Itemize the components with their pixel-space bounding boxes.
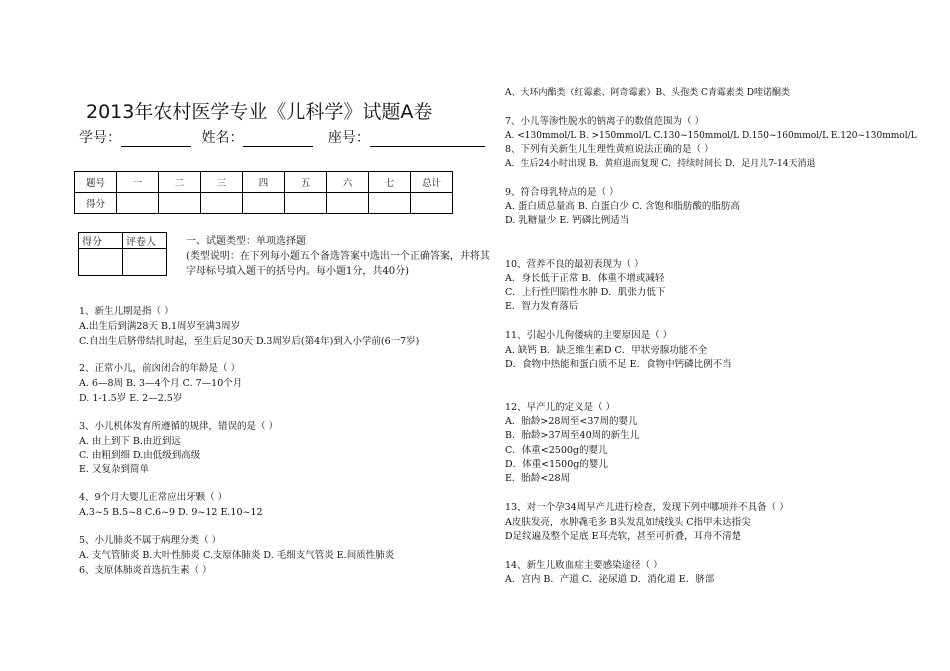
option-line: E．智力发育落后 bbox=[505, 301, 579, 312]
option-line: A. 由上到下 B.由近到远 bbox=[79, 436, 181, 447]
grader-box bbox=[78, 232, 167, 276]
score-cell[interactable] bbox=[285, 193, 327, 214]
question-line: 14、新生儿败血症主要感染途径（ ） bbox=[505, 560, 663, 571]
score-row-label: 得分 bbox=[75, 193, 117, 214]
option-line: A. 6—8周 B. 3—4个月 C. 7—10个月 bbox=[79, 378, 243, 389]
question-line: 1、新生儿期是指（ ） bbox=[79, 306, 174, 317]
grader-name-cell[interactable] bbox=[123, 249, 167, 276]
option-line: C．体重<2500g的婴儿 bbox=[505, 445, 608, 456]
option-line: B．胎龄>37周至40周的新生儿 bbox=[505, 430, 640, 441]
score-header-cell: 一 bbox=[117, 172, 159, 193]
score-table-score-row bbox=[75, 193, 453, 214]
score-cell[interactable] bbox=[243, 193, 285, 214]
section-description: (类型说明：在下列每小题五个备选答案中选出一个正确答案，并将其 bbox=[186, 251, 490, 262]
section-heading bbox=[186, 234, 490, 279]
score-cell[interactable] bbox=[369, 193, 411, 214]
option-line: A. <130mmol/L B. >150mmol/L C.130~150mmol/L D.150~160mmol/L E.120~130mmol/L bbox=[505, 131, 917, 141]
question-line: 3、小儿机体发育所遵循的规律，错误的是（ ） bbox=[79, 421, 279, 432]
question-line: 7、小儿等渗性脱水的钠离子的数值范围为（ ） bbox=[505, 116, 705, 127]
exam-title: 2013年农村医学专业《儿科学》试题A卷 bbox=[86, 101, 433, 123]
seat-blank[interactable] bbox=[370, 132, 485, 147]
option-line: D. 乳糖量少 E. 钙磷比例适当 bbox=[505, 215, 630, 226]
score-table bbox=[74, 171, 453, 214]
name-label: 姓名： bbox=[201, 130, 244, 146]
option-line: D. 1-1.5岁 E. 2—2.5岁 bbox=[79, 393, 183, 404]
score-header-cell: 二 bbox=[159, 172, 201, 193]
score-header-cell: 七 bbox=[369, 172, 411, 193]
option-line: A、大环内酯类（红霉素、阿奇霉素）B、头孢类 C青霉素类 D喹诺酮类 bbox=[505, 88, 790, 98]
option-line: D足纹遍及整个足底 E耳壳软，甚至可折叠，耳舟不清楚 bbox=[505, 531, 742, 542]
grader-score-label: 得分 bbox=[79, 233, 123, 249]
question-line: 12、早产儿的定义是（ ） bbox=[505, 402, 616, 413]
student-id-blank[interactable] bbox=[121, 132, 191, 147]
student-id-label: 学号： bbox=[79, 130, 121, 146]
score-header-cell: 五 bbox=[285, 172, 327, 193]
question-line: 8、下列有关新生儿生理性黄疸说法正确的是（ ） bbox=[505, 144, 714, 155]
option-line: A．身长低于正常 B．体重不增或减轻 bbox=[505, 273, 665, 284]
option-line: D．食物中热能和蛋白质不足 E．食物中钙磷比例不当 bbox=[505, 359, 732, 370]
section-description: 字母标号填入题干的括号内。每小题1分，共40分) bbox=[186, 266, 409, 277]
score-table-header-row bbox=[75, 172, 453, 193]
option-line: A．生后24小时出现 B．黄疸退而复现 C．持续时间长 D．足月儿7-14天消退 bbox=[505, 159, 816, 169]
option-line: A皮肤发亮，水肿毳毛多 B头发乱如绒线头 C指甲未达指尖 bbox=[505, 517, 751, 528]
option-line: C. 由粗到细 D.由低级到高级 bbox=[79, 450, 201, 461]
score-cell[interactable] bbox=[117, 193, 159, 214]
score-header-cell: 三 bbox=[201, 172, 243, 193]
question-line: 13、对一个孕34周早产儿进行检查，发现下列中哪项并不具备（ ） bbox=[505, 502, 789, 513]
question-line: 4、9个月大婴儿正常应出牙颗（ ） bbox=[79, 492, 228, 503]
section-title: 一、试题类型：单项选择题 bbox=[186, 236, 306, 247]
grader-name-label: 评卷人 bbox=[123, 233, 167, 249]
option-line: C.自出生后脐带结扎时起，至生后足30天 D.3周岁后(第4年)到入小学前(6一7岁) bbox=[79, 336, 420, 347]
option-line: C．上行性凹陷性水肿 D．肌张力低下 bbox=[505, 287, 666, 298]
score-header-cell: 总计 bbox=[411, 172, 453, 193]
score-cell[interactable] bbox=[411, 193, 453, 214]
option-line: A．胎龄>28周至<37周的婴儿 bbox=[505, 416, 638, 427]
score-header-cell: 题号 bbox=[75, 172, 117, 193]
option-line: A. 支气管肺炎 B.大叶性肺炎 C.支原体肺炎 D. 毛细支气管炎 E.间质性肺炎 bbox=[79, 550, 395, 561]
score-cell[interactable] bbox=[159, 193, 201, 214]
score-header-cell: 四 bbox=[243, 172, 285, 193]
score-header-cell: 六 bbox=[327, 172, 369, 193]
student-info-line bbox=[79, 127, 485, 147]
score-cell[interactable] bbox=[327, 193, 369, 214]
option-line: E. 又复杂到简单 bbox=[79, 464, 149, 475]
question-line: 11、引起小儿佝偻病的主要原因是（ ） bbox=[505, 330, 673, 341]
option-line: A. 缺钙 B．缺乏维生素D C．甲状旁腺功能不全 bbox=[505, 345, 708, 356]
question-line: 10、营养不良的最初表现为（ ） bbox=[505, 259, 644, 270]
option-line: D．体重<1500g的婴儿 bbox=[505, 459, 608, 470]
score-cell[interactable] bbox=[201, 193, 243, 214]
seat-label: 座号： bbox=[327, 130, 370, 146]
question-line: 6、支原体肺炎首选抗生素（ ） bbox=[79, 565, 212, 576]
name-blank[interactable] bbox=[243, 132, 313, 147]
question-line: 5、小儿肺炎不属于病理分类（ ） bbox=[79, 535, 222, 546]
option-line: E．胎龄<28周 bbox=[505, 473, 570, 484]
option-line: A. 蛋白质总量高 B. 白蛋白少 C. 含饱和脂肪酸的脂肪高 bbox=[505, 201, 740, 212]
grader-score-cell[interactable] bbox=[79, 249, 123, 276]
question-line: 2、正常小儿，前囟闭合的年龄是（ ） bbox=[79, 363, 241, 374]
option-line: A．宫内 B．产道 C．泌尿道 D．消化道 E．脐部 bbox=[505, 574, 715, 585]
question-line: 9、符合母乳特点的是（ ） bbox=[505, 187, 619, 198]
option-line: A.3~5 B.5~8 C.6~9 D. 9~12 E.10~12 bbox=[79, 507, 263, 518]
option-line: A.出生后到满28天 B.1周岁至满3周岁 bbox=[79, 321, 241, 332]
